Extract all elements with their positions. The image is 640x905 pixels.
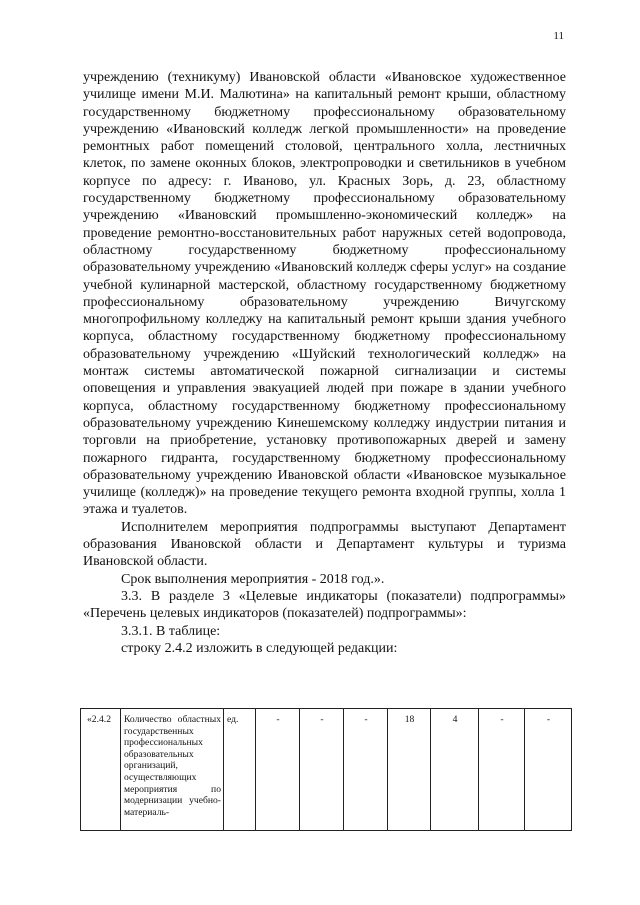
row-value-cell: - (300, 709, 344, 831)
paragraph-row-instruction: строку 2.4.2 изложить в следующей редакции: (121, 640, 398, 656)
row-value-cell: - (525, 709, 572, 831)
row-code-cell: «2.4.2 (81, 709, 121, 831)
paragraph-section-3-3-1: 3.3.1. В таблице: (121, 623, 221, 639)
row-unit-cell: ед. (224, 709, 256, 831)
paragraph-deadline: Срок выполнения мероприятия - 2018 год.». (121, 571, 385, 587)
table-row (81, 709, 572, 831)
row-value-cell: - (256, 709, 300, 831)
paragraph-recipients: учреждению (техникуму) Ивановской области «Ивановское художественное училище имени М.И. Малютина» на капитальный ремонт крыши, областному государственному бюджетному профессиональному образовательному учреждению «Ивановский колледж легкой промышленности» на проведение ремонтных работ помещений столовой, центрального холла, лестничных клеток, по замене оконных блоков, электропроводки и светильников в учебном корпусе по адресу: г. Иваново, ул. Красных Зорь, д. 23, областному государственному бюджетному профессиональному образовательному учреждению «Ивановский промышленно-экономический колледж» на проведение ремонтно-восстановительных работ наружных сетей водопровода, областному государственному бюджетному профессиональному образовательному учреждению «Ивановский колледж сферы услуг» на создание учебной кулинарной мастерской, областному государственному бюджетному профессиональному образовательному учреждению Вичугскому многопрофильному колледжу на капитальный ремонт крыши здания учебного корпуса, областному государственному бюджетному профессиональному образовательному учреждению «Шуйский технологический колледж» на монтаж системы автоматической пожарной сигнализации и системы оповещения и управления эвакуацией людей при пожаре в здании учебного корпуса, областному государственному бюджетному профессиональному образовательному учреждению Кинешемскому колледжу индустрии питания и торговли на приобретение, установку противопожарных дверей и замену пожарного гидранта, государственному бюджетному профессиональному образовательному учреждению Ивановской области «Ивановское музыкальное училище (колледж)» на проведение текущего ремонта входной группы, холла 1 этажа и туалетов. (83, 70, 566, 518)
paragraph-executor: Исполнителем мероприятия подпрограммы выступают Департамент образования Ивановской области и Департамент культуры и туризма Ивановской области. (83, 519, 566, 570)
row-value-cell: 18 (388, 709, 431, 831)
indicator-table (80, 708, 572, 831)
row-value-cell: - (479, 709, 525, 831)
paragraph-section-3-3: 3.3. В разделе 3 «Целевые индикаторы (показатели) подпрограммы» «Перечень целевых индикаторов (показателей) подпрограммы»: (83, 588, 566, 622)
row-value-cell: 4 (431, 709, 479, 831)
page-number: 11 (553, 30, 564, 42)
row-value-cell: - (344, 709, 388, 831)
document-body (83, 69, 566, 657)
row-description-cell: Количество областных государственных профессиональных образовательных организаций, осуществляющих мероприятия по модернизации учебно-материаль- (121, 709, 224, 831)
